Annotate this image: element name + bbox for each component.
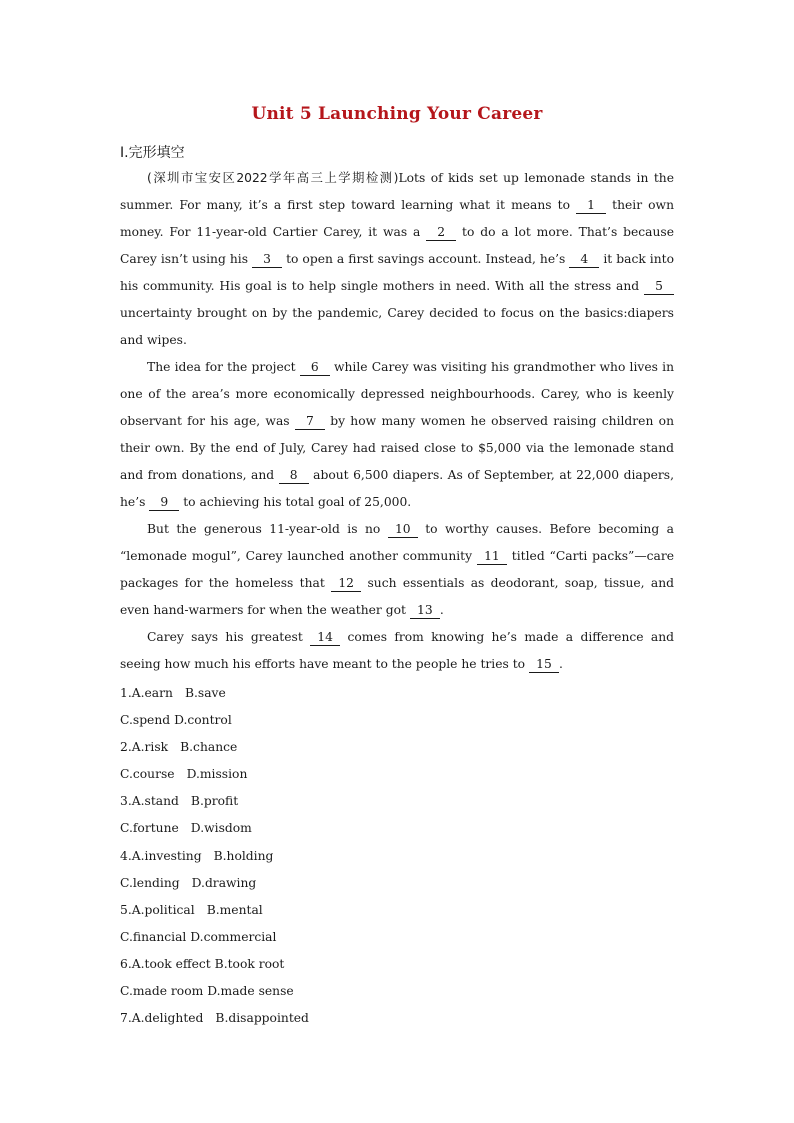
text: But the generous 11-year-old is no [147, 522, 388, 536]
option-line [120, 815, 674, 842]
text: . [439, 603, 444, 617]
text: comes from knowing he’s made a difference and seeing how much his efforts have meant to the people he tries to [120, 630, 674, 671]
text: to worthy causes. Before becoming a “lemonade mogul”, Carey launched another community [120, 522, 674, 563]
option-c: C.spend [120, 713, 171, 728]
blank-12: 12 [331, 576, 361, 592]
text: it back into his community. His goal is to help single mothers in need. With all the stress and [120, 252, 675, 293]
blank-7: 7 [295, 414, 325, 430]
option-a: 1.A.earn [120, 686, 173, 700]
option-b: B.disappointed [215, 1011, 309, 1026]
option-line [120, 734, 674, 761]
text: while Carey was visiting his grandmother who lives in one of the area’s more economically depressed neighbourhoods. Carey, who is keenly observant for his age, was [120, 360, 674, 428]
option-d: D.drawing [191, 875, 257, 890]
blank-5: 5 [644, 279, 674, 295]
option-line [120, 978, 674, 1005]
option-c: C.financial [120, 929, 187, 944]
text: Lots of kids set up lemonade stands in the summer. For many, it’s a first step toward learning what it means to [120, 171, 674, 212]
blank-14: 14 [310, 630, 340, 646]
blank-8: 8 [279, 468, 309, 484]
blank-13: 13 [410, 603, 440, 619]
option-d: D.made sense [207, 984, 294, 999]
text: The idea for the project [147, 360, 300, 374]
option-b: B.took root [214, 956, 285, 971]
blank-6: 6 [300, 360, 330, 376]
option-a: 3.A.stand [120, 794, 179, 809]
source-note: (深圳市宝安区2022学年高三上学期检测) [147, 171, 399, 185]
option-a: 7.A.delighted [120, 1011, 204, 1026]
text: . [558, 657, 563, 671]
paragraph-2 [120, 354, 674, 516]
option-d: D.commercial [190, 929, 277, 944]
blank-10: 10 [388, 522, 418, 538]
option-c: C.fortune [120, 821, 179, 836]
option-b: B.holding [213, 848, 274, 863]
option-a: 6.A.took effect [120, 956, 211, 971]
option-c: C.course [120, 767, 175, 782]
option-b: B.mental [206, 902, 263, 917]
document-title: Unit 5 Launching Your Career [251, 104, 543, 124]
blank-15: 15 [529, 657, 559, 673]
section-heading: Ⅰ.完形填空 [120, 145, 185, 161]
answer-options [120, 680, 674, 1032]
option-d: D.mission [186, 767, 248, 782]
option-b: B.save [184, 686, 226, 700]
text: uncertainty brought on by the pandemic, Carey decided to focus on the basics:diapers and wipes. [120, 306, 674, 347]
cloze-passage [120, 165, 674, 678]
option-d: D.wisdom [190, 821, 252, 836]
option-line [120, 761, 674, 788]
option-line [120, 680, 674, 707]
text: by how many women he observed raising children on their own. By the end of July, Carey had raised close to $5,000 via the lemonade stand and from donations, and [120, 414, 674, 482]
option-a: 4.A.investing [120, 848, 202, 863]
option-line [120, 788, 674, 815]
text: such essentials as deodorant, soap, tissue, and even hand-warmers for when the weather got [120, 576, 674, 617]
text: their own money. For 11-year-old Cartier Carey, it was a [120, 198, 674, 239]
blank-11: 11 [477, 549, 507, 565]
option-line [120, 843, 674, 870]
blank-2: 2 [426, 225, 456, 241]
paragraph-4 [120, 624, 674, 678]
option-line [120, 707, 674, 734]
option-line [120, 924, 674, 951]
text: to do a lot more. That’s because Carey isn’t using his [120, 225, 674, 266]
option-line [120, 1005, 674, 1032]
text: to open a first savings account. Instead, he’s [282, 252, 570, 266]
paragraph-1 [120, 165, 674, 354]
text: about 6,500 diapers. As of September, at 22,000 diapers, he’s [120, 468, 674, 509]
text: titled “Carti packs”—care packages for the homeless that [120, 549, 674, 590]
option-c: C.lending [120, 875, 180, 890]
text: Carey says his greatest [147, 630, 311, 644]
blank-9: 9 [149, 495, 179, 511]
blank-3: 3 [252, 252, 282, 268]
blank-4: 4 [569, 252, 599, 268]
option-b: B.profit [190, 794, 239, 809]
option-a: 5.A.political [120, 902, 195, 917]
paragraph-3 [120, 516, 674, 624]
option-line [120, 897, 674, 924]
option-line [120, 870, 674, 897]
blank-1: 1 [576, 198, 606, 214]
option-c: C.made room [120, 984, 204, 999]
option-a: 2.A.risk [120, 740, 169, 755]
option-b: B.chance [180, 740, 238, 755]
option-d: D.control [174, 713, 232, 728]
option-line [120, 951, 674, 978]
text: to achieving his total goal of 25,000. [179, 495, 412, 509]
